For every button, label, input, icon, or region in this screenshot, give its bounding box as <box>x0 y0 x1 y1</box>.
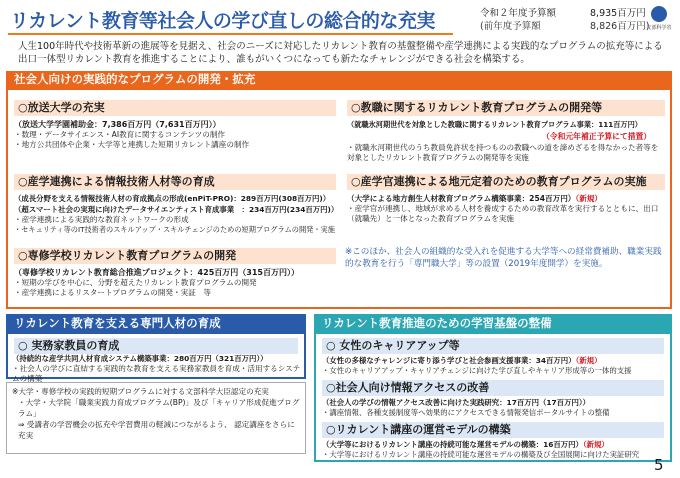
program-budget: （専修学校リカレント教育総合推進プロジェクト：425百万円（315百万円）） <box>14 268 299 277</box>
program-bullet: ・産学官が連携し、地域が求める人材を養成するための教育改革を実行するとともに、出口（就職先）と一体となった教育プログラムを実施 <box>347 204 659 224</box>
logo-text: 文部科学省 <box>646 25 672 31</box>
new-badge: （新規） <box>575 194 602 203</box>
program-item-vocational <box>14 248 336 298</box>
budget-current-label: 令和２年度予算額 <box>480 8 557 19</box>
program-bullet: ・数理・データサイエンス・AI教育に関するコンテンツの制作 <box>14 130 226 139</box>
section-learning-infra <box>314 332 672 462</box>
program-title: ○リカレント講座の運営モデルの構築 <box>322 422 664 438</box>
program-budget: （就職氷河期世代を対象とした教職に関するリカレント教育プログラム事業：111百万円） <box>347 120 642 129</box>
program-title: ○ 女性のキャリアアップ等 <box>322 338 664 354</box>
practitioner-faculty-details <box>12 353 304 384</box>
program-bullet: ・女性のキャリアアップ・キャリアチェンジに向けた学び直しやキャリア形成等の一体的支援 <box>322 366 632 375</box>
program-bullet: ・講座情報、各種支援制度等へ効果的にアクセスできる情報発信ポータルサイトの整備 <box>322 408 610 417</box>
page-number: 5 <box>654 456 664 474</box>
section-header-specialists: リカレント教育を支える専門人材の育成 <box>6 314 306 332</box>
program-budget: （超スマート社会の実現に向けたデータサイエンティスト育成事業 ：234百万円(234百万円)） <box>14 205 339 214</box>
certification-note-line: ・大学・大学院「職業実践力育成プログラム(BP)」及び「キャリア形成促進プログラム」 <box>18 398 300 418</box>
program-bullet: ・就職氷河期世代のうち教員免許状を持つものの教職への道を諦めざるを得なかった者等を対象としたリカレント教育プログラムの開発等を実施 <box>347 143 659 163</box>
program-bullet: ・地方公共団体や企業・大学等と連携した短期リカレント講座の制作 <box>14 140 250 150</box>
program-budget: （放送大学学園補助金：7,386百万円（7,631百万円）） <box>14 120 221 129</box>
new-badge: （新規） <box>582 440 609 449</box>
logo-icon <box>651 6 667 22</box>
program-budget: （社会人の学びの情報アクセス改善に向けた実践研究：17百万円（17百万円）） <box>322 398 590 407</box>
programs-note: ※このほか、社会人の組織的な受入れを促進する大学等への経常費補助、職業実践的な教育を行う「専門職大学」等の設置（2019年度開学）を実施。 <box>345 247 662 269</box>
certification-note <box>6 382 306 454</box>
program-budget: （大学等におけるリカレント講座の持続可能な運営モデルの構築：16百万円） <box>322 440 583 449</box>
program-bullet: ・セキュリティ等のIT技術者のスキルアップ・スキルチェンジのための短期プログラムの開発・実施 <box>14 225 335 235</box>
intro-text: 人生100年時代や技術革新の進展等を見据え、社会のニーズに対応したリカレント教育の基盤整備や産学連携による実践的なプログラムの拡充等による出口一体型リカレント教育を推進することにより、誰もがいくつになっても新たなチャレンジができる社会を構築する。 <box>18 41 663 65</box>
page-title: リカレント教育等社会人の学び直しの総合的な充実 <box>10 10 435 32</box>
program-title: ○放送大学の充実 <box>14 100 336 116</box>
section-programs <box>6 88 672 309</box>
section-header-programs: 社会人向けの実践的なプログラムの開発・拡充 <box>6 71 672 88</box>
program-item-practitioner-faculty <box>14 338 298 354</box>
budget-summary <box>480 7 649 33</box>
program-item-regional <box>347 174 665 224</box>
budget-prev-label: (前年度予算額 <box>480 21 541 32</box>
program-budget: （女性の多様なチャレンジに寄り添う学びと社会参画支援事業：34百万円） <box>322 356 576 365</box>
program-budget: （大学による地方創生人材教育プログラム構築事業：254百万円） <box>347 194 576 203</box>
program-item-info-access <box>322 380 664 418</box>
budget-current-value: 8,935百万円 <box>590 8 646 19</box>
section-header-learning-infra: リカレント教育推進のための学習基盤の整備 <box>314 314 672 332</box>
program-title: ○社会人向け情報アクセスの改善 <box>322 380 664 396</box>
program-title: ○教職に関するリカレント教育プログラムの開発等 <box>347 100 665 116</box>
program-bullet: ・産学連携によるリスタートプログラムの開発・実証 等 <box>14 288 211 298</box>
program-item-operation-model <box>322 422 664 460</box>
supplementary-budget-note: （令和元年補正予算にて措置） <box>542 132 652 141</box>
ministry-logo <box>645 6 673 31</box>
title-underline <box>8 33 453 35</box>
program-title: ○専修学校リカレント教育プログラムの開発 <box>14 248 336 264</box>
program-item-women-career <box>322 338 664 376</box>
program-budget: （持続的な産学共同人材育成システム構築事業：280百万円（321百万円）） <box>12 354 268 363</box>
program-bullet: ・産学連携による実践的な教育ネットワークの形成 <box>14 215 189 224</box>
budget-prev-value: 8,826百万円) <box>590 21 650 32</box>
program-bullet: ・社会人の学びに直結する実践的な教育を支える実務家教員を育成・活用するシステムの構築 <box>12 364 301 384</box>
program-budget: （成長分野を支える情報技術人材の育成拠点の形成(enPiT-PRO)：289百万円(308百万円)） <box>14 194 331 203</box>
certification-note-line: ⇒ 受講者の学習機会の拡充や学習費用の軽減につながるよう、 認定講座をさらに充実 <box>18 420 295 440</box>
certification-note-title: ※大学・専修学校の実践的短期プログラムに対する文部科学大臣認定の充実 <box>12 387 269 396</box>
program-item-it-talent <box>14 174 339 235</box>
new-badge: （新規） <box>575 356 602 365</box>
program-title: ○産学官連携による地元定着のための教育プログラムの実施 <box>347 174 665 190</box>
program-bullet: ・大学等におけるリカレント講座の持続可能な運営モデルの構築及び全国展開に向けた実証研究 <box>322 450 640 459</box>
program-title: ○産学連携による情報技術人材等の育成 <box>14 174 336 190</box>
program-bullet: ・短期の学びを中心に、分野を超えたリカレント教育プログラムの開発 <box>14 278 257 287</box>
program-item-open-university <box>14 100 336 150</box>
program-title: ○ 実務家教員の育成 <box>14 338 298 354</box>
